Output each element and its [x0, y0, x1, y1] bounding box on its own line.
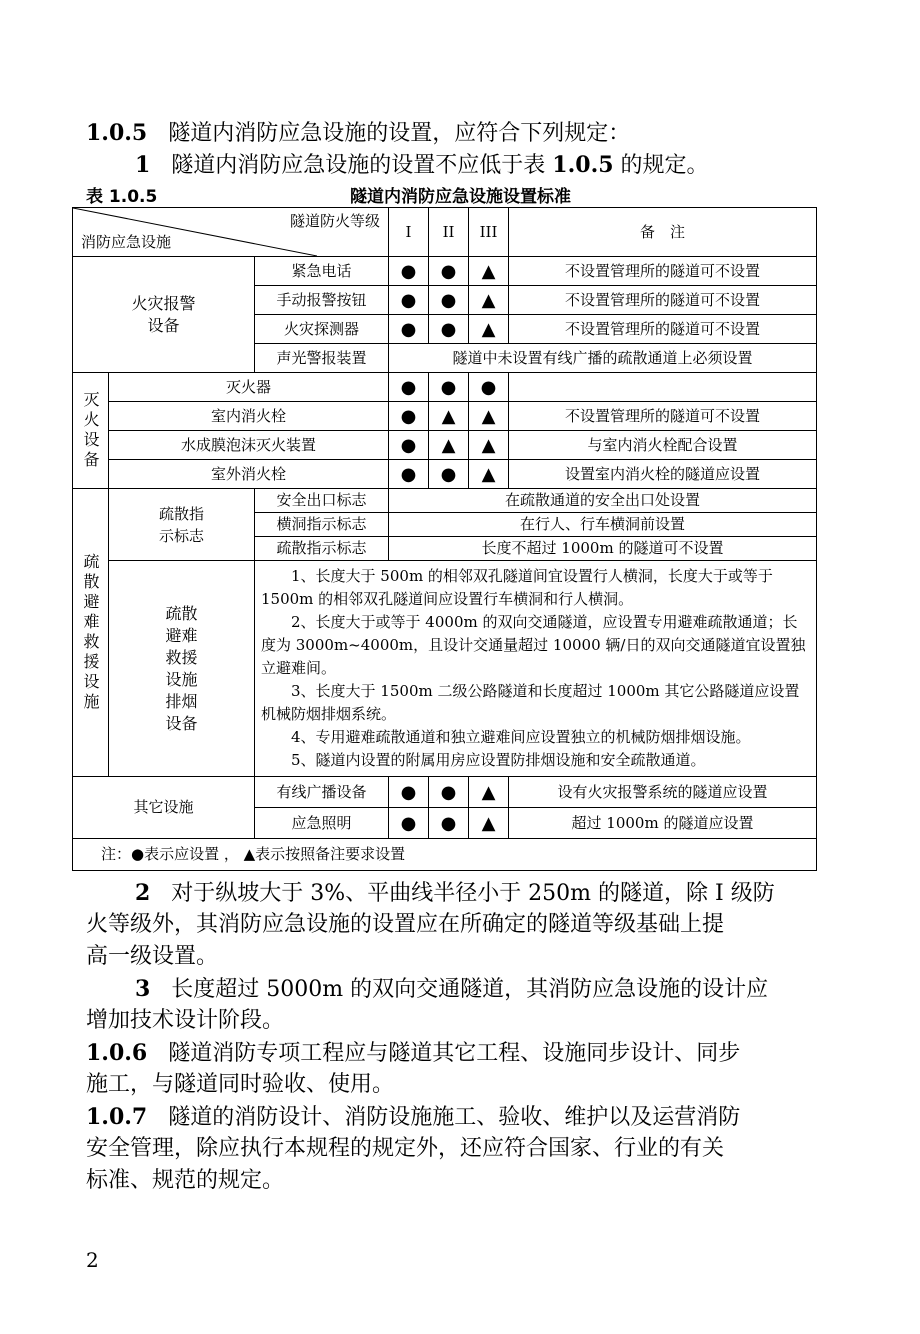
table-note: 注：●表示应设置 ， ▲表示按照备注要求设置	[73, 839, 817, 871]
grade-3-symbol: ▲	[469, 460, 509, 489]
item-3-line-2: 增加技术设计阶段。	[86, 1008, 285, 1033]
remark-cell: 不设置管理所的隧道可不设置	[509, 257, 817, 286]
sign-name: 安全出口标志	[255, 489, 389, 513]
clause-1-0-5	[86, 118, 820, 149]
grade-3-symbol: ▲	[469, 777, 509, 808]
grade-1-symbol: ●	[389, 373, 429, 402]
clause-number: 1.0.5	[86, 120, 148, 146]
grade-2-symbol: ▲	[429, 431, 469, 460]
remark-cell: 长度不超过 1000m 的隧道可不设置	[389, 537, 817, 561]
grade-1-symbol: ●	[389, 808, 429, 839]
item-number: 2	[135, 880, 151, 906]
item-number: 3	[135, 976, 151, 1002]
grade-2-symbol: ●	[429, 808, 469, 839]
requirement-line: 1、长度大于 500m 的相邻双孔隧道间宜设置行人横洞，长度大于或等于 1500m 的相邻双孔隧道间应设置行车横洞和行人横洞。	[261, 567, 773, 608]
clause-1-0-6-line-2: 施工，与隧道同时验收、使用。	[86, 1072, 395, 1097]
remark-cell: 设有火灾报警系统的隧道应设置	[509, 777, 817, 808]
header-grade-3: III	[469, 208, 509, 257]
clause-1-0-7-line-3: 标准、规范的规定。	[86, 1168, 285, 1193]
grade-3-symbol: ▲	[469, 808, 509, 839]
requirement-line: 2、长度大于或等于 4000m 的双向交通隧道，应设置专用避难疏散通道；长度为 3000m~4000m，且设计交通量超过 10000 辆/日的双向交通隧道宜设置独立避难间。	[261, 613, 806, 677]
grade-3-symbol: ▲	[469, 257, 509, 286]
clause-1-0-7-line-1	[86, 1102, 820, 1133]
remark-cell: 在疏散通道的安全出口处设置	[389, 489, 817, 513]
group-fire-alarm: 火灾报警设备	[73, 257, 255, 373]
item-text: 长度超过 5000m 的双向交通隧道，其消防应急设施的设计应	[171, 977, 769, 1002]
grade-1-symbol: ●	[389, 777, 429, 808]
table-row	[73, 489, 817, 513]
table-ref: 1.0.5	[552, 152, 614, 178]
item-2-line-2: 火等级外，其消防应急设施的设置应在所确定的隧道等级基础上提	[86, 912, 725, 937]
group-evacuation: 疏散避难救援设施	[73, 489, 109, 777]
table-header-row	[73, 208, 817, 257]
table-row	[73, 373, 817, 402]
facility-name: 有线广播设备	[255, 777, 389, 808]
header-corner	[73, 208, 389, 257]
group-other: 其它设施	[73, 777, 255, 839]
item-text-a: 隧道内消防应急设施的设置不应低于表	[171, 153, 553, 178]
table-title: 隧道内消防应急设施设置标准	[350, 187, 571, 207]
table-row	[73, 402, 817, 431]
grade-3-symbol: ▲	[469, 402, 509, 431]
grade-3-symbol: ●	[469, 373, 509, 402]
clause-1-0-7-line-2: 安全管理，除应执行本规程的规定外，还应符合国家、行业的有关	[86, 1136, 725, 1161]
grade-3-symbol: ▲	[469, 286, 509, 315]
table-label: 表 1.0.5	[86, 187, 158, 207]
clause-text: 隧道的消防设计、消防设施施工、验收、维护以及运营消防	[168, 1105, 741, 1130]
grade-1-symbol: ●	[389, 402, 429, 431]
smoke-group: 疏散避难救援设施排烟设备	[109, 561, 255, 777]
facility-standard-table	[72, 207, 817, 871]
corner-bottom-label: 消防应急设施	[81, 233, 172, 251]
page-number: 2	[86, 1248, 99, 1272]
signs-group: 疏散指示标志	[109, 489, 255, 561]
grade-1-symbol: ●	[389, 286, 429, 315]
clause-text: 隧道内消防应急设施的设置，应符合下列规定：	[168, 121, 631, 146]
sign-name: 横洞指示标志	[255, 513, 389, 537]
item-2-line-3: 高一级设置。	[86, 944, 219, 969]
remark-cell: 不设置管理所的隧道可不设置	[509, 315, 817, 344]
clause-number: 1.0.7	[86, 1104, 148, 1130]
header-grade-1: I	[389, 208, 429, 257]
grade-2-symbol: ●	[429, 315, 469, 344]
requirement-line: 5、隧道内设置的附属用房应设置防排烟设施和安全疏散通道。	[291, 751, 706, 769]
facility-name: 手动报警按钮	[255, 286, 389, 315]
grade-2-symbol: ●	[429, 460, 469, 489]
remark-cell: 不设置管理所的隧道可不设置	[509, 286, 817, 315]
item-text-b: 的规定。	[613, 153, 709, 178]
facility-name: 应急照明	[255, 808, 389, 839]
facility-name: 室外消火栓	[109, 460, 389, 489]
table-row	[73, 777, 817, 808]
table-row	[73, 257, 817, 286]
corner-top-label: 隧道防火等级	[289, 212, 380, 230]
facility-name: 灭火器	[109, 373, 389, 402]
requirement-line: 4、专用避难疏散通道和独立避难间应设置独立的机械防烟排烟设施。	[291, 728, 751, 746]
smoke-requirements	[255, 561, 817, 777]
facility-name: 室内消火栓	[109, 402, 389, 431]
requirement-line: 3、长度大于 1500m 二级公路隧道和长度超过 1000m 其它公路隧道应设置机械防烟排烟系统。	[261, 682, 800, 723]
remark-cell: 隧道中未设置有线广播的疏散通道上必须设置	[389, 344, 817, 373]
item-number: 1	[135, 152, 151, 178]
facility-name: 水成膜泡沫灭火装置	[109, 431, 389, 460]
grade-3-symbol: ▲	[469, 431, 509, 460]
item-text: 对于纵坡大于 3%、平曲线半径小于 250m 的隧道，除 I 级防	[171, 881, 775, 906]
sign-name: 疏散指示标志	[255, 537, 389, 561]
clause-item-1	[135, 150, 820, 181]
header-remark: 备 注	[509, 208, 817, 257]
table-row	[73, 460, 817, 489]
grade-1-symbol: ●	[389, 315, 429, 344]
grade-2-symbol: ▲	[429, 402, 469, 431]
remark-cell: 在行人、行车横洞前设置	[389, 513, 817, 537]
table-row	[73, 561, 817, 777]
grade-3-symbol: ▲	[469, 315, 509, 344]
clause-number: 1.0.6	[86, 1040, 148, 1066]
item-3-line-1	[135, 974, 820, 1005]
grade-2-symbol: ●	[429, 373, 469, 402]
remark-cell: 不设置管理所的隧道可不设置	[509, 402, 817, 431]
table-caption	[86, 182, 816, 208]
item-2-line-1	[135, 878, 820, 909]
header-grade-2: II	[429, 208, 469, 257]
remark-cell: 与室内消火栓配合设置	[509, 431, 817, 460]
group-extinguish: 灭火设备	[73, 373, 109, 489]
remark-cell: 超过 1000m 的隧道应设置	[509, 808, 817, 839]
table-row	[73, 431, 817, 460]
table-note-row	[73, 839, 817, 871]
grade-1-symbol: ●	[389, 257, 429, 286]
grade-2-symbol: ●	[429, 777, 469, 808]
grade-1-symbol: ●	[389, 460, 429, 489]
grade-1-symbol: ●	[389, 431, 429, 460]
remark-cell: 设置室内消火栓的隧道应设置	[509, 460, 817, 489]
grade-2-symbol: ●	[429, 286, 469, 315]
facility-name: 紧急电话	[255, 257, 389, 286]
remark-cell	[509, 373, 817, 402]
clause-1-0-6-line-1	[86, 1038, 820, 1069]
clause-text: 隧道消防专项工程应与隧道其它工程、设施同步设计、同步	[168, 1041, 741, 1066]
facility-name: 火灾探测器	[255, 315, 389, 344]
facility-name: 声光警报装置	[255, 344, 389, 373]
grade-2-symbol: ●	[429, 257, 469, 286]
